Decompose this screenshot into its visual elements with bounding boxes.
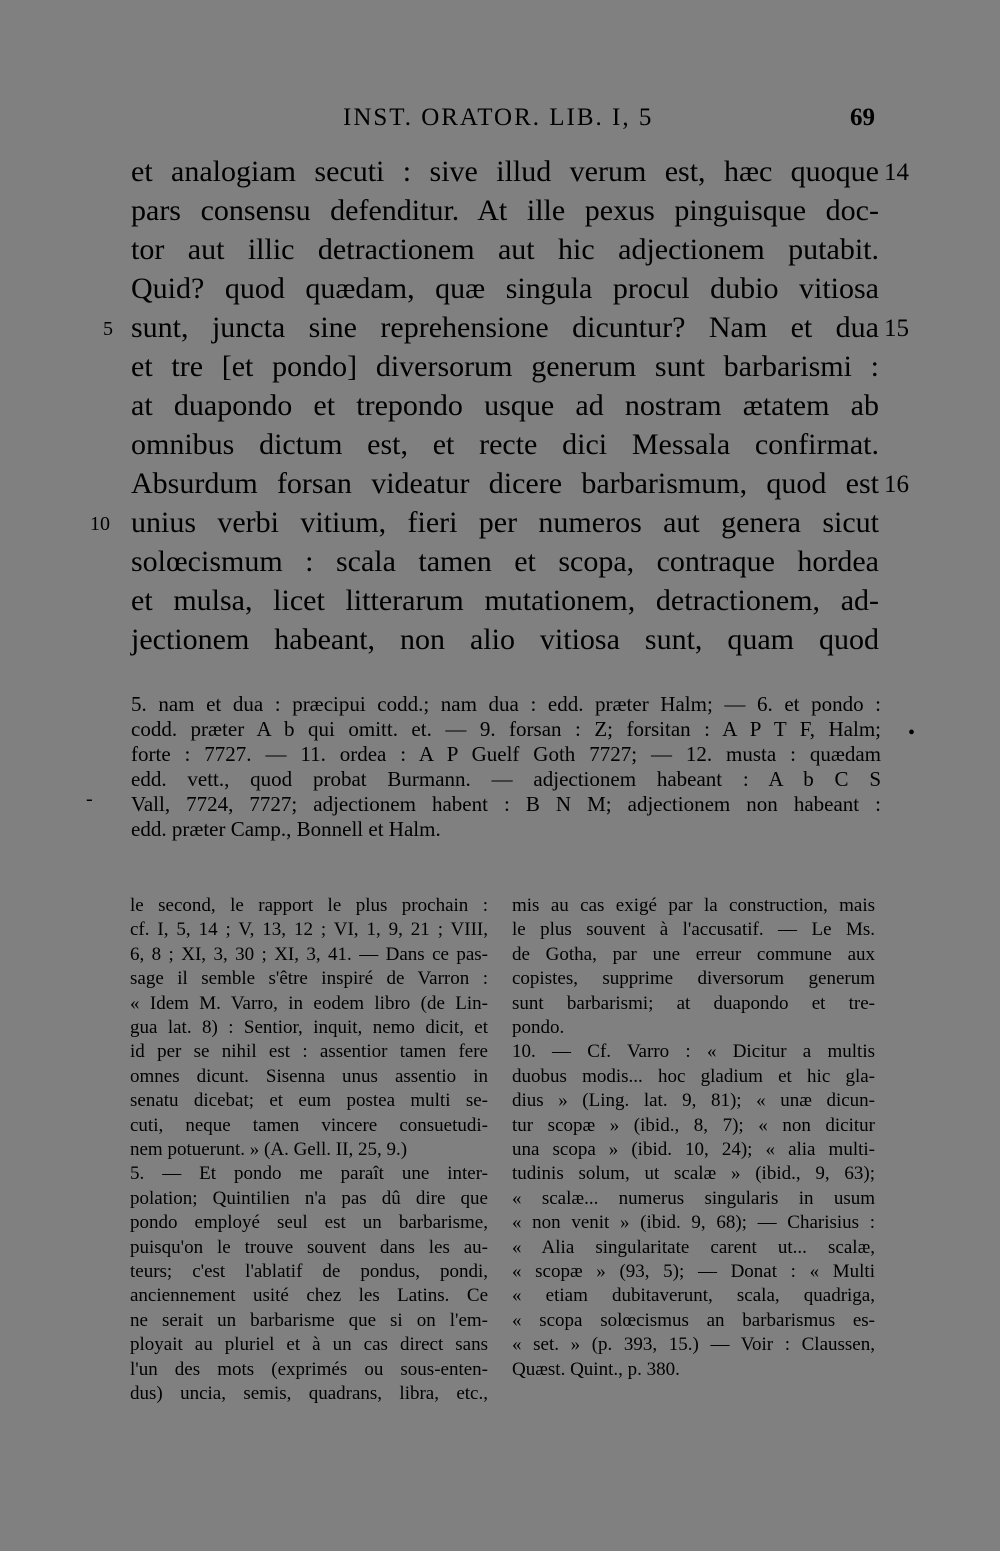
note-line: « Alia singularitate carent ut... scalæ, bbox=[512, 1237, 875, 1258]
main-text-line: at duapondo et trepondo usque ad nostram ætatem ab bbox=[131, 389, 879, 422]
note-line: una scopa » (ibid. 10, 24); « alia multi- bbox=[512, 1139, 875, 1160]
page-number: 69 bbox=[850, 104, 875, 131]
paragraph-number: 14 bbox=[884, 159, 909, 186]
note-line: cf. I, 5, 14 ; V, 13, 12 ; VI, 1, 9, 21 ; VIII, bbox=[130, 919, 488, 940]
note-line: ne serait un barbarisme que si on l'em- bbox=[130, 1310, 488, 1331]
main-text-line: et analogiam secuti : sive illud verum est, hæc quoque bbox=[131, 155, 879, 188]
note-line: duobus modis... hoc gladium et hic gla- bbox=[512, 1066, 875, 1087]
running-head-title: INST. ORATOR. LIB. I, 5 bbox=[343, 104, 654, 131]
note-line: copistes, supprime diversorum generum bbox=[512, 968, 875, 989]
note-line: le second, le rapport le plus prochain : bbox=[130, 895, 488, 916]
note-line: dus) uncia, semis, quadrans, libra, etc., bbox=[130, 1383, 488, 1404]
note-line: tur scopæ » (ibid., 8, 7); « non dicitur bbox=[512, 1115, 875, 1136]
note-line: pondo employé seul est un barbarisme, bbox=[130, 1212, 488, 1233]
note-line: le plus souvent à l'accusatif. — Le Ms. bbox=[512, 919, 875, 940]
line-number: 10 bbox=[90, 513, 110, 535]
line-number: 5 bbox=[103, 318, 113, 340]
main-text-line: pars consensu defenditur. At ille pexus pinguisque doc- bbox=[131, 194, 879, 227]
note-line: omnes dicunt. Sisenna unus assentio in bbox=[130, 1066, 488, 1087]
note-line: gua lat. 8) : Sentior, inquit, nemo dicit, et bbox=[130, 1017, 488, 1038]
apparatus-line: edd. præter Camp., Bonnell et Halm. bbox=[131, 817, 441, 841]
note-line: l'un des mots (exprimés ou sous-enten- bbox=[130, 1359, 488, 1380]
note-line: cuti, neque tamen vincere consuetudi- bbox=[130, 1115, 488, 1136]
note-line: « scopa solœcismus an barbarismus es- bbox=[512, 1310, 875, 1331]
apparatus-line: Vall, 7724, 7727; adjectionem habent : B N M; adjectionem non habeant : bbox=[131, 792, 881, 816]
note-line: sunt barbarismi; at duapondo et tre- bbox=[512, 993, 875, 1014]
main-text-line: jectionem habeant, non alio vitiosa sunt, quam quod bbox=[131, 623, 879, 656]
apparatus-line: forte : 7727. — 11. ordea : A P Guelf Goth 7727; — 12. musta : quædam bbox=[131, 742, 881, 766]
note-line: puisqu'on le trouve souvent dans les au- bbox=[130, 1237, 488, 1258]
note-line: « scopæ » (93, 5); — Donat : « Multi bbox=[512, 1261, 875, 1282]
paragraph-number: 16 bbox=[884, 471, 909, 498]
main-text-line: omnibus dictum est, et recte dici Messala confirmat. bbox=[131, 428, 879, 461]
note-line: « non venit » (ibid. 9, 68); — Charisius : bbox=[512, 1212, 875, 1233]
main-text-line: et tre [et pondo] diversorum generum sunt barbarismi : bbox=[131, 350, 879, 383]
main-text-line: Absurdum forsan videatur dicere barbarismum, quod est bbox=[131, 467, 879, 500]
apparatus-line: codd. præter A b qui omitt. et. — 9. forsan : Z; forsitan : A P T F, Halm; bbox=[131, 717, 881, 741]
paragraph-number: 15 bbox=[884, 315, 909, 342]
main-text-line: Quid? quod quædam, quæ singula procul dubio vitiosa bbox=[131, 272, 879, 305]
margin-mark: - bbox=[86, 788, 93, 810]
main-text-line: solœcismum : scala tamen et scopa, contraque hordea bbox=[131, 545, 879, 578]
note-line: senatu dicebat; et eum postea multi se- bbox=[130, 1090, 488, 1111]
running-head bbox=[0, 0, 1000, 140]
note-line: 5. — Et pondo me paraît une inter- bbox=[130, 1163, 488, 1184]
note-line: « set. » (p. 393, 15.) — Voir : Claussen, bbox=[512, 1334, 875, 1355]
note-line: pondo. bbox=[512, 1017, 565, 1038]
note-line: de Gotha, par une erreur commune aux bbox=[512, 944, 875, 965]
note-line: Quæst. Quint., p. 380. bbox=[512, 1359, 680, 1380]
main-text-line: et mulsa, licet litterarum mutationem, detractionem, ad- bbox=[131, 584, 879, 617]
margin-mark: • bbox=[908, 722, 916, 744]
note-line: « etiam dubitaverunt, scala, quadriga, bbox=[512, 1285, 875, 1306]
note-line: nem potuerunt. » (A. Gell. II, 25, 9.) bbox=[130, 1139, 408, 1160]
note-line: dius » (Ling. lat. 9, 81); « unæ dicun- bbox=[512, 1090, 875, 1111]
note-line: « Idem M. Varro, in eodem libro (de Lin- bbox=[130, 993, 488, 1014]
note-line: sage il semble s'être inspiré de Varron : bbox=[130, 968, 488, 989]
note-line: polation; Quintilien n'a pas dû dire que bbox=[130, 1188, 488, 1209]
note-line: mis au cas exigé par la construction, mais bbox=[512, 895, 875, 916]
note-line: id per se nihil est : assentior tamen fere bbox=[130, 1041, 488, 1062]
main-text-line: sunt, juncta sine reprehensione dicuntur? Nam et dua bbox=[131, 311, 879, 344]
main-text-line: unius verbi vitium, fieri per numeros aut genera sicut bbox=[131, 506, 879, 539]
main-text-line: tor aut illic detractionem aut hic adjectionem putabit. bbox=[131, 233, 879, 266]
note-line: 10. — Cf. Varro : « Dicitur a multis bbox=[512, 1041, 875, 1062]
note-line: « scalæ... numerus singularis in usum bbox=[512, 1188, 875, 1209]
note-line: 6, 8 ; XI, 3, 30 ; XI, 3, 41. — Dans ce pas- bbox=[130, 944, 488, 965]
note-line: ployait au pluriel et à un cas direct sans bbox=[130, 1334, 488, 1355]
note-line: teurs; c'est l'ablatif de pondus, pondi, bbox=[130, 1261, 488, 1282]
note-line: tudinis solum, ut scalæ » (ibid., 9, 63); bbox=[512, 1163, 875, 1184]
apparatus-line: edd. vett., quod probat Burmann. — adjectionem habeant : A b C S bbox=[131, 767, 881, 791]
note-line: anciennement usité chez les Latins. Ce bbox=[130, 1285, 488, 1306]
apparatus-line: 5. nam et dua : præcipui codd.; nam dua : edd. præter Halm; — 6. et pondo : bbox=[131, 692, 881, 716]
